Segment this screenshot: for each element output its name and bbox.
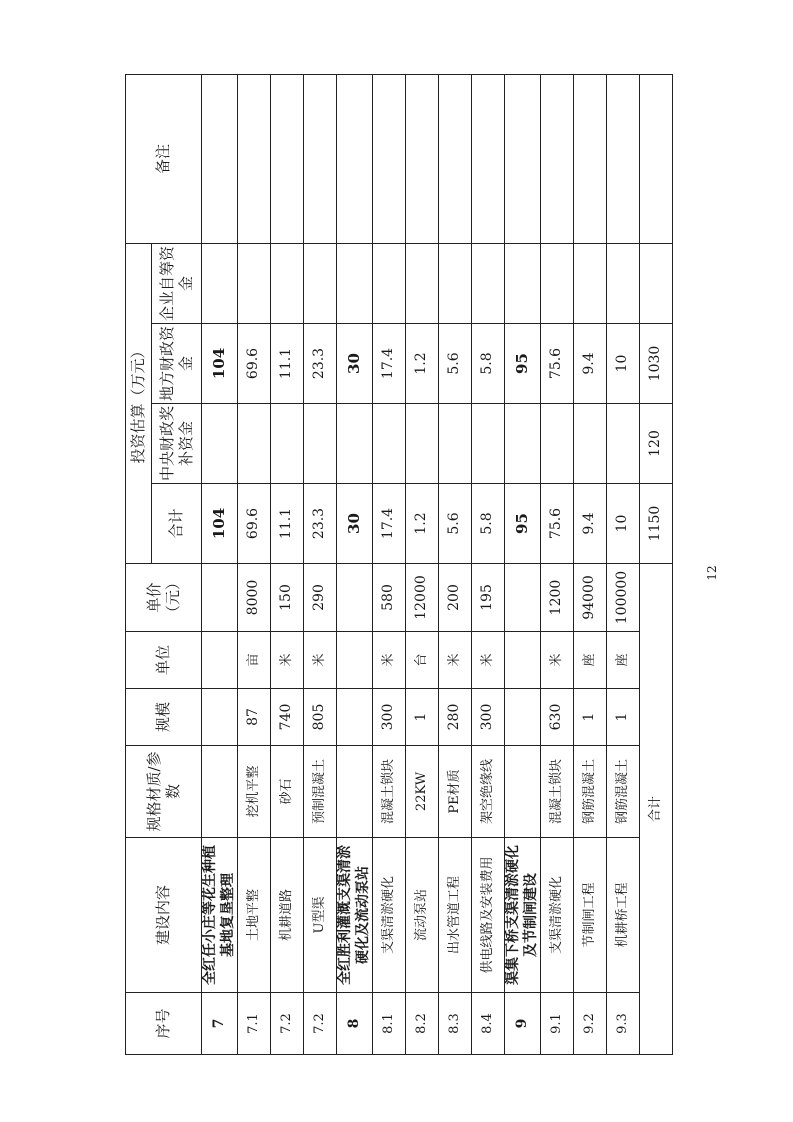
cell-central <box>304 404 337 484</box>
cell-central <box>373 404 406 484</box>
cell-scale: 280 <box>439 689 472 746</box>
cell-note <box>607 74 640 243</box>
cell-price: 200 <box>439 564 472 632</box>
cell-price: 195 <box>472 564 505 632</box>
cell-price: 8000 <box>238 564 271 632</box>
cell-total: 9.4 <box>574 484 607 564</box>
cell-spec: PE材质 <box>439 746 472 838</box>
cell-note <box>472 74 505 243</box>
cell-total: 11.1 <box>271 484 304 564</box>
cell-content: 机耕道路 <box>271 838 304 993</box>
cell-local: 30 <box>337 324 373 404</box>
cell-unit <box>505 632 541 689</box>
cell-total: 75.6 <box>541 484 574 564</box>
cell-local: 1.2 <box>406 324 439 404</box>
cell-total: 1.2 <box>406 484 439 564</box>
header-spec: 规格材质/参数 <box>126 746 202 838</box>
cell-central <box>439 404 472 484</box>
cell-unit: 座 <box>574 632 607 689</box>
cell-spec: 砂石 <box>271 746 304 838</box>
cell-seq: 9.1 <box>541 993 574 1055</box>
cell-content: U型渠 <box>304 838 337 993</box>
cell-content: 全红任小庄等花生种植基地复垦整理 <box>202 838 238 993</box>
table-row <box>439 74 472 1054</box>
cell-central <box>202 404 238 484</box>
table-row <box>574 74 607 1054</box>
cell-scale <box>505 689 541 746</box>
cell-central <box>406 404 439 484</box>
cell-local: 69.6 <box>238 324 271 404</box>
cell-unit: 座 <box>607 632 640 689</box>
cell-local: 17.4 <box>373 324 406 404</box>
cell-unit: 米 <box>541 632 574 689</box>
cell-note <box>304 74 337 243</box>
table-row <box>607 74 640 1054</box>
cell-enterprise <box>541 243 574 323</box>
cell-note <box>541 74 574 243</box>
header-price: 单价（元） <box>126 564 202 632</box>
cell-seq: 8.2 <box>406 993 439 1055</box>
cell-content: 流动泵站 <box>406 838 439 993</box>
header-local: 地方财政资金 <box>152 324 202 404</box>
cell-total: 17.4 <box>373 484 406 564</box>
cell-seq: 8.1 <box>373 993 406 1055</box>
cell-total: 23.3 <box>304 484 337 564</box>
table-row <box>406 74 439 1054</box>
cell-spec: 挖机平整 <box>238 746 271 838</box>
cell-total: 30 <box>337 484 373 564</box>
cell-spec: 钢筋混凝土 <box>574 746 607 838</box>
cell-content: 渠集下桥支渠清淤硬化及节制闸建设 <box>505 838 541 993</box>
cell-central <box>541 404 574 484</box>
cell-price: 290 <box>304 564 337 632</box>
table-body <box>202 74 673 1054</box>
summary-central: 120 <box>640 404 673 484</box>
cell-scale: 300 <box>373 689 406 746</box>
cell-scale: 1 <box>406 689 439 746</box>
cell-enterprise <box>505 243 541 323</box>
cell-central <box>574 404 607 484</box>
cell-note <box>406 74 439 243</box>
cell-local: 9.4 <box>574 324 607 404</box>
investment-table <box>125 74 673 1055</box>
cell-price: 12000 <box>406 564 439 632</box>
cell-scale: 805 <box>304 689 337 746</box>
cell-note <box>271 74 304 243</box>
cell-spec <box>505 746 541 838</box>
cell-unit: 米 <box>304 632 337 689</box>
cell-seq: 7 <box>202 993 238 1055</box>
cell-note <box>373 74 406 243</box>
cell-scale <box>202 689 238 746</box>
cell-enterprise <box>202 243 238 323</box>
cell-scale: 87 <box>238 689 271 746</box>
cell-seq: 7.1 <box>238 993 271 1055</box>
cell-spec: 22KW <box>406 746 439 838</box>
cell-total: 5.8 <box>472 484 505 564</box>
cell-enterprise <box>238 243 271 323</box>
cell-local: 5.6 <box>439 324 472 404</box>
cell-local: 23.3 <box>304 324 337 404</box>
cell-total: 69.6 <box>238 484 271 564</box>
cell-spec: 混凝土锁块 <box>373 746 406 838</box>
cell-central <box>472 404 505 484</box>
cell-price: 94000 <box>574 564 607 632</box>
cell-spec: 架空绝缘线 <box>472 746 505 838</box>
cell-seq: 7.2 <box>271 993 304 1055</box>
cell-content: 全红胜利灌溉支渠清淤硬化及流动泵站 <box>337 838 373 993</box>
table-row <box>373 74 406 1054</box>
cell-central <box>271 404 304 484</box>
cell-unit <box>202 632 238 689</box>
cell-unit: 米 <box>271 632 304 689</box>
header-enterprise: 企业自筹资金 <box>152 243 202 323</box>
cell-local: 104 <box>202 324 238 404</box>
cell-unit: 亩 <box>238 632 271 689</box>
cell-enterprise <box>271 243 304 323</box>
header-total: 合计 <box>152 484 202 564</box>
cell-note <box>574 74 607 243</box>
cell-seq: 9.2 <box>574 993 607 1055</box>
page-number: 12 <box>705 565 719 581</box>
header-seq: 序号 <box>126 993 202 1055</box>
cell-seq: 9.3 <box>607 993 640 1055</box>
cell-unit: 米 <box>439 632 472 689</box>
cell-enterprise <box>406 243 439 323</box>
header-scale: 规模 <box>126 689 202 746</box>
table-row <box>505 74 541 1054</box>
cell-local: 11.1 <box>271 324 304 404</box>
summary-total: 1150 <box>640 484 673 564</box>
cell-content: 出水管道工程 <box>439 838 472 993</box>
cell-unit: 米 <box>472 632 505 689</box>
cell-scale <box>337 689 373 746</box>
cell-spec <box>202 746 238 838</box>
table-row <box>337 74 373 1054</box>
cell-seq: 8 <box>337 993 373 1055</box>
cell-content: 土地平整 <box>238 838 271 993</box>
cell-note <box>202 74 238 243</box>
cell-enterprise <box>373 243 406 323</box>
header-invest: 投资估算（万元） <box>126 243 152 563</box>
cell-scale: 1 <box>574 689 607 746</box>
cell-price <box>337 564 373 632</box>
cell-enterprise <box>304 243 337 323</box>
cell-content: 机耕桥工程 <box>607 838 640 993</box>
cell-total: 95 <box>505 484 541 564</box>
table-row <box>472 74 505 1054</box>
cell-seq: 8.4 <box>472 993 505 1055</box>
cell-spec: 钢筋混凝土 <box>607 746 640 838</box>
cell-unit <box>337 632 373 689</box>
table-row <box>304 74 337 1054</box>
cell-local: 5.8 <box>472 324 505 404</box>
cell-content: 支渠清淤硬化 <box>541 838 574 993</box>
summary-label: 合计 <box>640 564 673 1055</box>
header-unit: 单位 <box>126 632 202 689</box>
cell-content: 供电线路及安装费用 <box>472 838 505 993</box>
cell-scale: 300 <box>472 689 505 746</box>
cell-central <box>607 404 640 484</box>
cell-spec: 混凝土锁块 <box>541 746 574 838</box>
cell-seq: 7.2 <box>304 993 337 1055</box>
cell-price: 150 <box>271 564 304 632</box>
cell-scale: 1 <box>607 689 640 746</box>
cell-scale: 740 <box>271 689 304 746</box>
table-row <box>202 74 238 1054</box>
cell-content: 节制闸工程 <box>574 838 607 993</box>
cell-price: 1200 <box>541 564 574 632</box>
cell-enterprise <box>439 243 472 323</box>
cell-unit: 台 <box>406 632 439 689</box>
cell-price: 100000 <box>607 564 640 632</box>
cell-price: 580 <box>373 564 406 632</box>
cell-note <box>439 74 472 243</box>
cell-enterprise <box>472 243 505 323</box>
cell-enterprise <box>574 243 607 323</box>
cell-central <box>238 404 271 484</box>
table-row <box>541 74 574 1054</box>
cell-central <box>505 404 541 484</box>
cell-enterprise <box>607 243 640 323</box>
table-row <box>271 74 304 1054</box>
cell-total: 104 <box>202 484 238 564</box>
cell-price <box>505 564 541 632</box>
cell-content: 支渠清淤硬化 <box>373 838 406 993</box>
cell-spec: 预制混凝土 <box>304 746 337 838</box>
header-row-1 <box>126 74 152 1054</box>
cell-price <box>202 564 238 632</box>
cell-enterprise <box>337 243 373 323</box>
cell-note <box>337 74 373 243</box>
summary-enterprise <box>640 243 673 323</box>
header-content: 建设内容 <box>126 838 202 993</box>
cell-seq: 9 <box>505 993 541 1055</box>
cell-central <box>337 404 373 484</box>
cell-local: 75.6 <box>541 324 574 404</box>
header-central: 中央财政奖补资金 <box>152 404 202 484</box>
cell-spec <box>337 746 373 838</box>
rotated-table-container <box>125 75 665 1055</box>
cell-note <box>238 74 271 243</box>
header-note: 备注 <box>126 74 202 243</box>
cell-scale: 630 <box>541 689 574 746</box>
cell-note <box>505 74 541 243</box>
cell-unit: 米 <box>373 632 406 689</box>
cell-total: 10 <box>607 484 640 564</box>
summary-row <box>640 74 673 1054</box>
cell-local: 10 <box>607 324 640 404</box>
cell-local: 95 <box>505 324 541 404</box>
cell-total: 5.6 <box>439 484 472 564</box>
summary-local: 1030 <box>640 324 673 404</box>
cell-seq: 8.3 <box>439 993 472 1055</box>
summary-note <box>640 74 673 243</box>
table-row <box>238 74 271 1054</box>
